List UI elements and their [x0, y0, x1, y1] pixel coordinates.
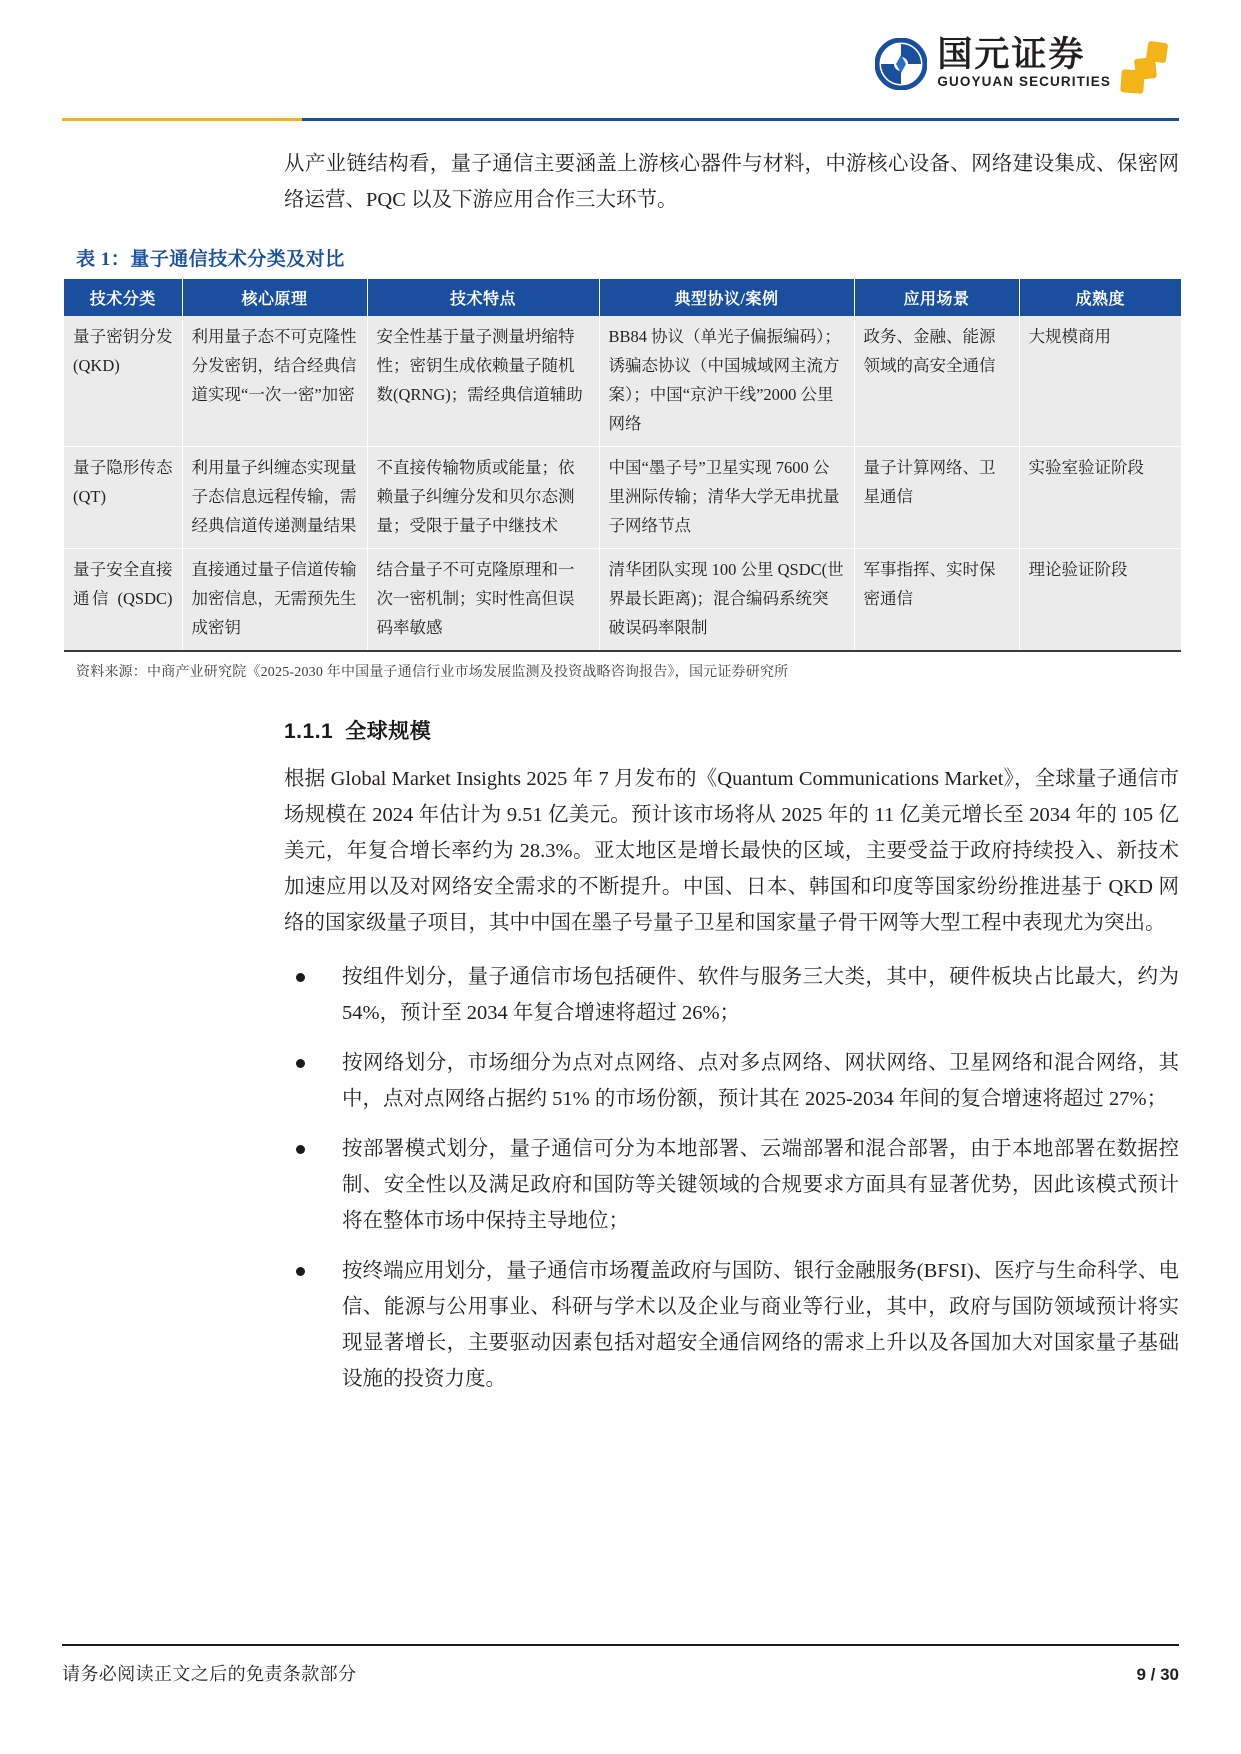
- cell-scenarios: 政务、金融、能源领域的高安全通信: [854, 316, 1019, 447]
- table-source-note: 资料来源：中商产业研究院《2025-2030 年中国量子通信行业市场发展监测及投资战略咨询报告》，国元证券研究所: [76, 664, 789, 680]
- column-header-category: 技术分类: [64, 279, 182, 316]
- header-divider-gold: [62, 118, 302, 121]
- cell-protocols: 清华团队实现 100 公里 QSDC(世界最长距离)；混合编码系统突破误码率限制: [599, 549, 854, 651]
- footer-divider: [62, 1644, 1179, 1646]
- cell-protocols: 中国“墨子号”卫星实现 7600 公里洲际传输；清华大学无串扰量子网络节点: [599, 447, 854, 549]
- column-header-scenarios: 应用场景: [854, 279, 1019, 316]
- cell-principle: 直接通过量子信道传输加密信息，无需预先生成密钥: [182, 549, 367, 651]
- cell-category: 量子密钥分发 (QKD): [64, 316, 182, 447]
- table-caption: 表 1：量子通信技术分类及对比: [76, 249, 345, 270]
- bullet-list: [62, 959, 1179, 1397]
- list-item: 按网络划分，市场细分为点对点网络、点对多点网络、网状网络、卫星网络和混合网络，其中，点对点网络占据约 51% 的市场份额，预计其在 2025-2034 年间的复合增速将超过 27%；: [284, 1045, 1179, 1117]
- cell-category: 量子安全直接通信 (QSDC): [64, 549, 182, 651]
- page-number: 9 / 30: [1136, 1665, 1179, 1684]
- table-row: [64, 316, 1181, 447]
- section-number: 1.1.1: [284, 719, 334, 743]
- cell-category: 量子隐形传态 (QT): [64, 447, 182, 549]
- column-header-maturity: 成熟度: [1019, 279, 1181, 316]
- page-content: [62, 146, 1179, 1411]
- brand-name-en: GUOYUAN SECURITIES: [937, 74, 1111, 89]
- brand-wordmark: [937, 36, 1111, 90]
- cell-protocols: BB84 协议（单光子偏振编码）；诱骗态协议（中国城域网主流方案）；中国“京沪干线”2000 公里网络: [599, 316, 854, 447]
- table-bottom-rule: [64, 650, 1181, 652]
- brand-name-cn: 国元证券: [937, 35, 1086, 74]
- cell-scenarios: 量子计算网络、卫星通信: [854, 447, 1019, 549]
- cell-principle: 利用量子纠缠态实现量子态信息远程传输，需经典信道传递测量结果: [182, 447, 367, 549]
- cell-features: 安全性基于量子测量坍缩特性；密钥生成依赖量子随机数(QRNG)；需经典信道辅助: [367, 316, 599, 447]
- section-title: 全球规模: [345, 719, 432, 743]
- page-footer: [62, 1660, 1179, 1686]
- table-row: [64, 447, 1181, 549]
- cell-features: 结合量子不可克隆原理和一次一密机制；实时性高但误码率敏感: [367, 549, 599, 651]
- list-item: 按部署模式划分，量子通信可分为本地部署、云端部署和混合部署，由于本地部署在数据控制、安全性以及满足政府和国防等关键领域的合规要求方面具有显著优势，因此该模式预计将在整体市场中保持主导地位；: [284, 1131, 1179, 1239]
- footer-disclaimer: 请务必阅读正文之后的免责条款部分: [62, 1664, 357, 1684]
- column-header-features: 技术特点: [367, 279, 599, 316]
- table-row: [64, 549, 1181, 651]
- column-header-protocols: 典型协议/案例: [599, 279, 854, 316]
- table-header-row: [64, 279, 1181, 316]
- gold-diamonds-icon: [1121, 40, 1179, 94]
- column-header-principle: 核心原理: [182, 279, 367, 316]
- cell-principle: 利用量子态不可克隆性分发密钥，结合经典信道实现“一次一密”加密: [182, 316, 367, 447]
- section-body-paragraph: 根据 Global Market Insights 2025 年 7 月发布的《Quantum Communications Market》，全球量子通信市场规模在 2024 年估计为 9.51 亿美元。预计该市场将从 2025 年的 11 亿美元增长至 2034 年的 105 亿美元，年复合增长率约为 28.3%。亚太地区是增长最快的区域，主要受益于政府持续投入、新技术加速应用以及对网络安全需求的不断提升。中国、日本、韩国和印度等国家纷纷推进基于 QKD 网络的国家级量子项目，其中中国在墨子号量子卫星和国家量子骨干网等大型工程中表现尤为突出。: [284, 767, 1179, 934]
- intro-paragraph: 从产业链结构看，量子通信主要涵盖上游核心器件与材料，中游核心设备、网络建设集成、保密网络运营、PQC 以及下游应用合作三大环节。: [284, 153, 1179, 211]
- list-item: 按组件划分，量子通信市场包括硬件、软件与服务三大类，其中，硬件板块占比最大，约为 54%，预计至 2034 年复合增速将超过 26%；: [284, 959, 1179, 1031]
- cell-features: 不直接传输物质或能量；依赖量子纠缠分发和贝尔态测量；受限于量子中继技术: [367, 447, 599, 549]
- cell-scenarios: 军事指挥、实时保密通信: [854, 549, 1019, 651]
- list-item: 按终端应用划分，量子通信市场覆盖政府与国防、银行金融服务(BFSI)、医疗与生命科学、电信、能源与公用事业、科研与学术以及企业与商业等行业，其中，政府与国防领域预计将实现显著增长，主要驱动因素包括对超安全通信网络的需求上升以及各国加大对国家量子基础设施的投资力度。: [284, 1253, 1179, 1397]
- guoyuan-circle-logo-icon: [875, 38, 927, 90]
- technology-comparison-table: [64, 279, 1181, 650]
- cell-maturity: 大规模商用: [1019, 316, 1181, 447]
- page-header: [62, 34, 1179, 120]
- cell-maturity: 实验室验证阶段: [1019, 447, 1181, 549]
- cell-maturity: 理论验证阶段: [1019, 549, 1181, 651]
- section-heading: [284, 715, 1179, 745]
- brand-logo: [875, 34, 1179, 94]
